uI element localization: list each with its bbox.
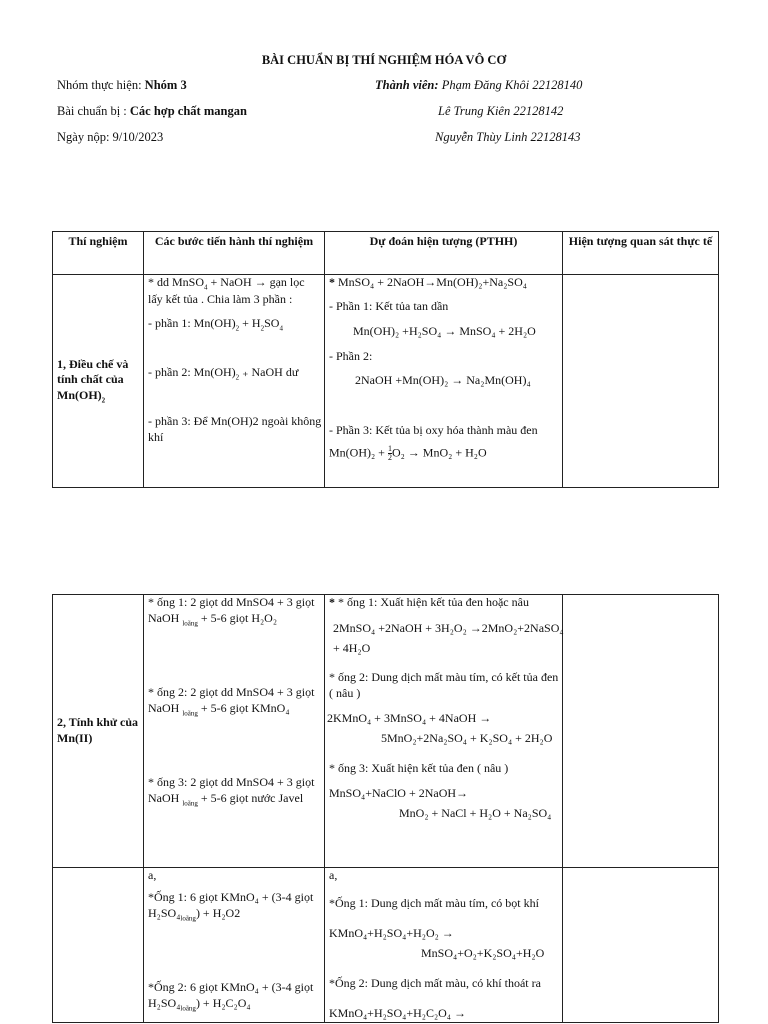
e2-pred-3: + 4H₂O: [333, 641, 371, 655]
experiment-1-steps: [144, 275, 325, 488]
e3-pred-1: *Ống 1: Dung dịch mất màu tím, có bọt khí: [329, 896, 539, 910]
col-header-prediction: Dự đoán hiện tượng (PTHH): [325, 232, 563, 275]
col-header-experiment: Thí nghiệm: [53, 232, 144, 275]
e2-pred-2: 2MnSO₄ +2NaOH + 3H₂O₂ →2MnO₂+2NaSO₄: [333, 621, 564, 635]
e3-tube-2-b: ) + H₂C₂O₄: [195, 995, 251, 1010]
arrow-icon: →: [254, 275, 267, 289]
experiment-3-prediction: [325, 868, 563, 1023]
tube-1-b: + 5-6 giọt H₂O₂: [197, 610, 278, 625]
tube-3-step: [148, 775, 322, 808]
step-part-3: - phần 3: Để Mn(OH)2 ngoài không khí: [148, 414, 322, 444]
sub-loang: loãng: [180, 913, 196, 922]
sub: 2: [235, 324, 240, 333]
e3-tube-1-text: *Ống 1: 6 giọt KMnO₄ + (3-4 giọt H₂SO₄: [148, 890, 314, 920]
group-line: [57, 78, 187, 93]
pred-4: - Phần 2:: [329, 349, 373, 363]
pred-7-b: O₂ → MnO₂ + H₂O: [391, 445, 487, 460]
e3-pred-5: KMnO₄+H₂SO₄+H₂C₂O₄ →: [329, 1006, 466, 1020]
e3-tube-2: [148, 980, 322, 1013]
experiment-1-observation: [563, 275, 719, 488]
e3-pred-4: *Ống 2: Dung dịch mất màu, có khí thoát ra: [329, 976, 541, 990]
e2-pred-9: MnO₂ + NaCl + H₂O + Na₂SO₄: [399, 806, 552, 820]
pred-6: - Phần 3: Kết tủa bị oxy hóa thành màu đen: [329, 423, 538, 437]
col-header-observation: Hiện tượng quan sát thực tế: [563, 232, 719, 275]
e2-pred-1: * * ống 1: Xuất hiện kết tủa đen hoặc nâu: [329, 595, 529, 609]
e2-pred-7: * ống 3: Xuất hiện kết tủa đen ( nâu ): [329, 761, 509, 775]
topic-value: Các hợp chất mangan: [129, 104, 247, 118]
experiment-2-label: 2, Tính khử của Mn(II): [53, 595, 144, 868]
pred-3: Mn(OH)₂ +H₂SO₄ → MnSO₄ + 2H₂O: [353, 324, 536, 338]
pred-1: * MnSO₄ + 2NaOH→Mn(OH)₂+Na₂SO₄: [329, 275, 527, 289]
e2-pred-6: 5MnO₂+2Na₂SO₄ + K₂SO₄ + 2H₂O: [381, 731, 553, 745]
sub-loang: loãng: [182, 618, 198, 627]
e2-pred-8: MnSO₄+NaClO + 2NaOH→: [329, 786, 469, 800]
exp1-text: 1, Điều chế và tính chất của Mn(OH): [57, 356, 129, 402]
sub-loang: loãng: [182, 708, 198, 717]
step-intro: [148, 275, 322, 308]
step-intro-c: gạn lọc lấy kết tủa . Chia làm 3 phần :: [148, 275, 305, 307]
e3-tube-2-text: *Ống 2: 6 giọt KMnO₄ + (3-4 giọt H₂SO₄: [148, 980, 314, 1010]
topic-label: Bài chuẩn bị :: [57, 104, 130, 118]
tube-3-text: * ống 3: 2 giọt dd MnSO4 + 3 giọt NaOH: [148, 775, 315, 805]
tube-2-step: [148, 685, 322, 718]
col-header-steps: Các bước tiến hành thí nghiệm: [144, 232, 325, 275]
e3-tube-1-b: ) + H₂O2: [195, 905, 241, 920]
members-label: Thành viên:: [375, 78, 442, 92]
step-intro-a: * dd MnSO: [148, 275, 205, 289]
e3-pred-2: KMnO₄+H₂SO₄+H₂O₂ →: [329, 926, 454, 940]
experiment-2-prediction: [325, 595, 563, 868]
experiment-3-observation: [563, 868, 719, 1023]
sub: 2: [235, 373, 240, 382]
member-1: Phạm Đăng Khôi 22128140: [441, 78, 583, 92]
pred-2: - Phần 1: Kết tủa tan dần: [329, 299, 449, 313]
member-3: Nguyễn Thùy Linh 22128143: [435, 130, 581, 144]
group-value: Nhóm 3: [144, 78, 187, 92]
sub: 4: [204, 283, 208, 292]
tube-2-b: + 5-6 giọt KMnO₄: [197, 700, 290, 715]
e3-pred-3: MnSO₄+O₂+K₂SO₄+H₂O: [421, 946, 545, 960]
step-part-2: [148, 365, 322, 382]
sub: 4: [279, 324, 283, 333]
experiment-1-label: [53, 275, 144, 488]
step-part-2-b: ₊ NaOH dư: [239, 365, 299, 379]
frac-num: 1: [387, 444, 392, 453]
experiment-table-2: [52, 594, 719, 1023]
tube-1-text: * ống 1: 2 giọt dd MnSO4 + 3 giọt NaOH: [148, 595, 315, 625]
tube-2-text: * ống 2: 2 giọt dd MnSO4 + 3 giọt NaOH: [148, 685, 315, 715]
member-2: Lê Trung Kiên 22128142: [438, 104, 564, 118]
pred-7-a: Mn(OH)₂ +: [329, 445, 388, 460]
e3-pred-a: a,: [329, 868, 338, 882]
topic-line: [57, 104, 247, 119]
pred-7: [329, 445, 560, 462]
frac-den: 2: [387, 453, 392, 462]
step-part-1-text: - phần 1: Mn(OH): [148, 316, 236, 330]
tube-1-step: [148, 595, 322, 628]
exp1-sub: 2: [101, 396, 106, 405]
tube-3-b: + 5-6 giọt nước Javel: [197, 790, 304, 805]
e2-pred-4: * ống 2: Dung dịch mất màu tím, có kết tủa đen ( nâu ): [329, 670, 559, 700]
part-a-label: a,: [148, 868, 157, 882]
experiment-table-1: [52, 231, 719, 488]
members-line: [375, 78, 582, 93]
sub-loang: loãng: [182, 798, 198, 807]
e3-tube-1: [148, 890, 322, 923]
step-part-1: - phần 1: $Mn(OH)_2 + H_2SO_4$: [148, 316, 283, 333]
e2-pred-1-text: * ống 1: Xuất hiện kết tủa đen hoặc nâu: [338, 595, 529, 609]
step-part-2-text: - phần 2: Mn(OH): [148, 365, 236, 379]
step-intro-b: + NaOH: [207, 275, 255, 289]
group-label: Nhóm thực hiện:: [57, 78, 145, 92]
document-title: BÀI CHUẨN BỊ THÍ NGHIỆM HÓA VÔ CƠ: [261, 53, 507, 67]
sub: 2: [260, 324, 265, 333]
experiment-2-steps: [144, 595, 325, 868]
experiment-2-observation: [563, 595, 719, 868]
date-line: Ngày nộp: 9/10/2023: [57, 130, 164, 144]
experiment-3-steps: [144, 868, 325, 1023]
experiment-1-prediction: [325, 275, 563, 488]
pred-1-text: MnSO₄ + 2NaOH→Mn(OH)₂+Na₂SO₄: [338, 275, 527, 289]
experiment-3-label: [53, 868, 144, 1023]
e2-pred-5: 2KMnO₄ + 3MnSO₄ + 4NaOH →: [327, 711, 492, 725]
sub-loang: loãng: [180, 1003, 196, 1012]
pred-5: 2NaOH +Mn(OH)₂ → Na₂Mn(OH)₄: [355, 373, 531, 387]
